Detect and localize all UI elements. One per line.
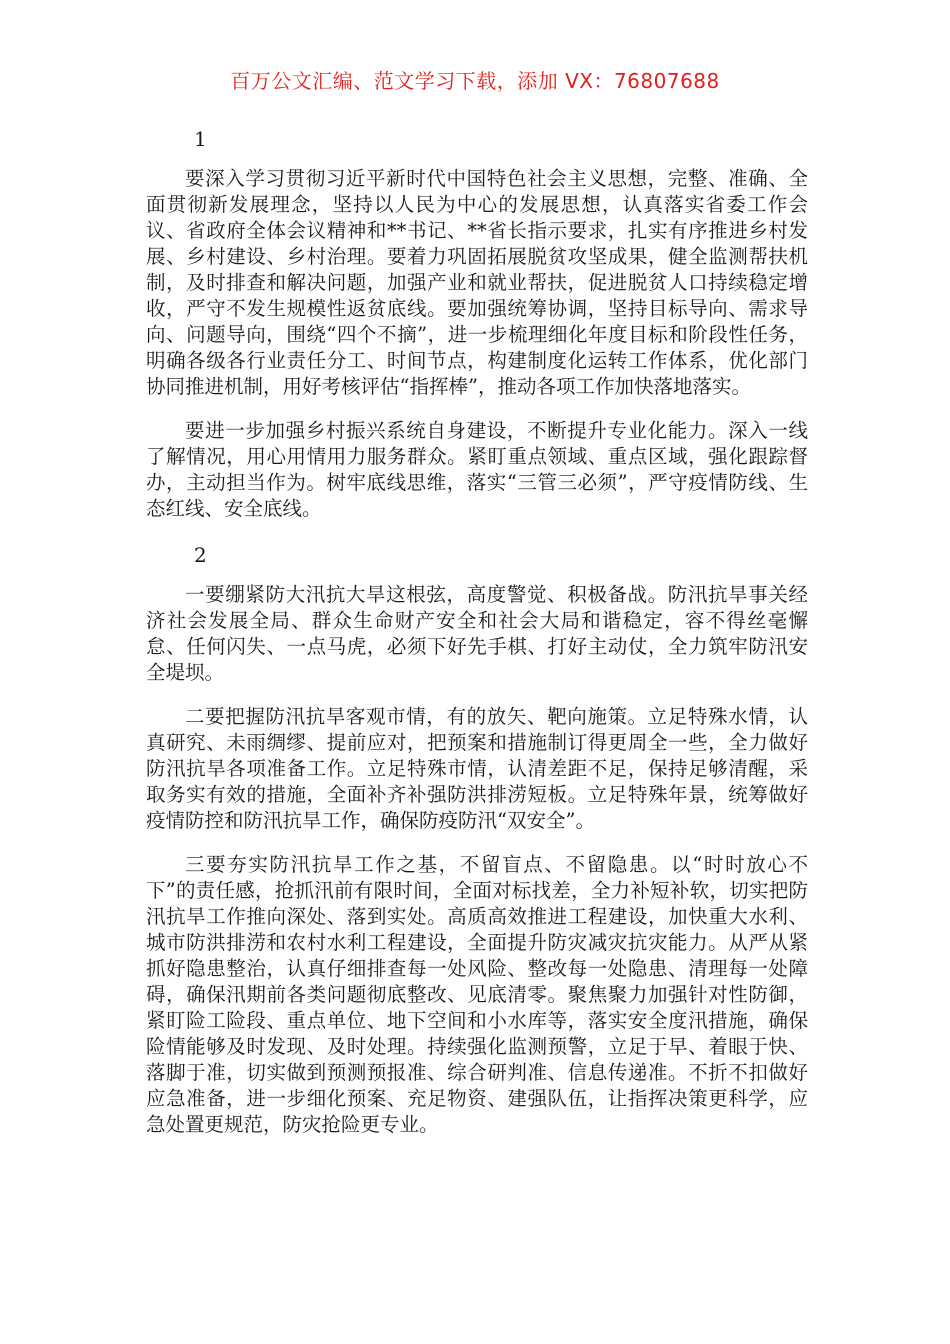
document-body [146, 124, 808, 1156]
section-2 [146, 540, 808, 1138]
paragraph: 二要把握防汛抗旱客观市情，有的放矢、靶向施策。立足特殊水情，认真研究、未雨绸缪、提前应对，把预案和措施制订得更周全一些，全力做好防汛抗旱各项准备工作。立足特殊市情，认清差距不足，保持足够清醒，采取务实有效的措施，全面补齐补强防洪排涝短板。立足特殊年景，统筹做好疫情防控和防汛抗旱工作，确保防疫防汛“双安全”。 [146, 705, 808, 832]
paragraph: 一要绷紧防大汛抗大旱这根弦，高度警觉、积极备战。防汛抗旱事关经济社会发展全局、群众生命财产安全和社会大局和谐稳定，容不得丝毫懈怠、任何闪失、一点马虎，必须下好先手棋、打好主动仗，全力筑牢防汛安全堤坝。 [146, 583, 808, 684]
section-number: 1 [194, 127, 207, 151]
paragraph: 三要夯实防汛抗旱工作之基，不留盲点、不留隐患。以“时时放心不下”的责任感，抢抓汛前有限时间，全面对标找差，全力补短补软，切实把防汛抗旱工作推向深处、落到实处。高质高效推进工程建设，加快重大水利、城市防洪排涝和农村水利工程建设，全面提升防灾减灾抗灾能力。从严从紧抓好隐患整治，认真仔细排查每一处风险、整改每一处隐患、清理每一处障碍，确保汛期前各类问题彻底整改、见底清零。聚焦聚力加强针对性防御，紧盯险工险段、重点单位、地下空间和小水库等，落实安全度汛措施，确保险情能够及时发现、及时处理。持续强化监测预警，立足于早、着眼于快、落脚于准，切实做到预测预报准、综合研判准、信息传递准。不折不扣做好应急准备，进一步细化预案、充足物资、建强队伍，让指挥决策更科学，应急处置更规范，防灾抢险更专业。 [146, 853, 808, 1136]
section-1 [146, 124, 808, 522]
paragraph: 要进一步加强乡村振兴系统自身建设，不断提升专业化能力。深入一线了解情况，用心用情用力服务群众。紧盯重点领域、重点区域，强化跟踪督办，主动担当作为。树牢底线思维，落实“三管三必须”，严守疫情防线、生态红线、安全底线。 [146, 419, 808, 520]
paragraph: 要深入学习贯彻习近平新时代中国特色社会主义思想，完整、准确、全面贯彻新发展理念，坚持以人民为中心的发展思想，认真落实省委工作会议、省政府全体会议精神和**书记、**省长指示要求，扎实有序推进乡村发展、乡村建设、乡村治理。要着力巩固拓展脱贫攻坚成果，健全监测帮扶机制，及时排查和解决问题，加强产业和就业帮扶，促进脱贫人口持续稳定增收，严守不发生规模性返贫底线。要加强统筹协调，坚持目标导向、需求导向、问题导向，围绕“四个不摘”，进一步梳理细化年度目标和阶段性任务，明确各级各行业责任分工、时间节点，构建制度化运转工作体系，优化部门协同推进机制，用好考核评估“指挥棒”，推动各项工作加快落地落实。 [146, 167, 808, 398]
header-banner: 百万公文汇编、范文学习下载，添加 VX：76807688 [230, 69, 720, 93]
section-number: 2 [194, 543, 207, 567]
